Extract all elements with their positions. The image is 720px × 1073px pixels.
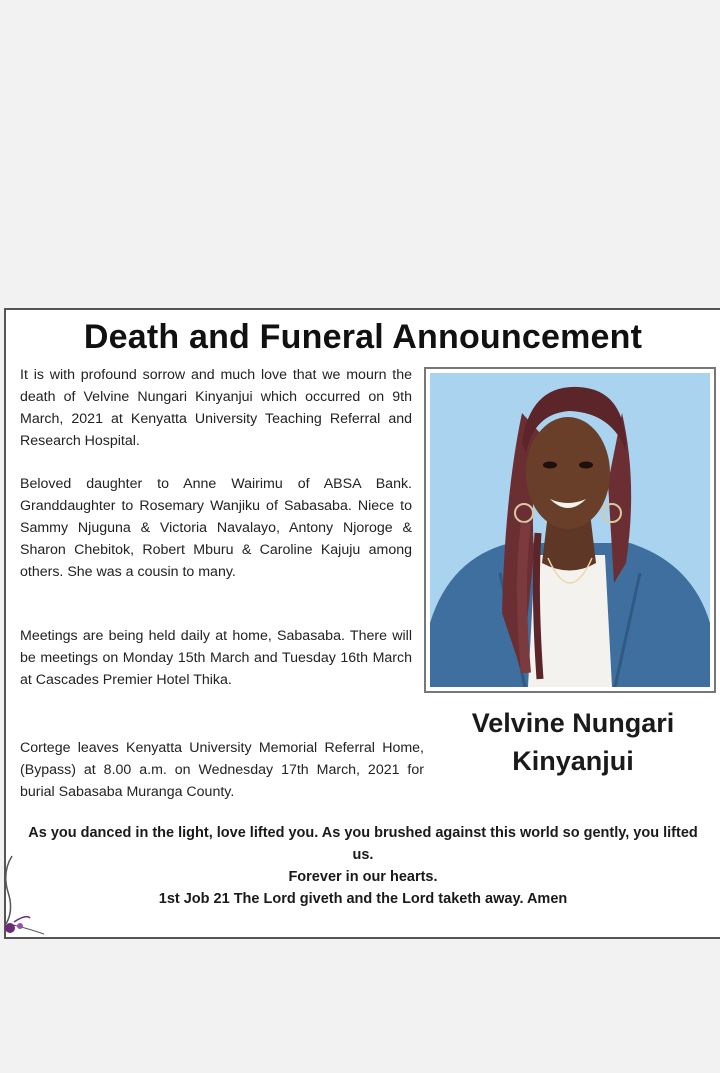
forever-line: Forever in our hearts. [288,869,438,885]
closing-tribute [16,822,710,910]
deceased-name-line2: Kinyanjui [512,746,634,776]
tribute-line: As you danced in the light, love lifted you. As you brushed against this world so gently, you lifted us. [28,825,698,863]
deceased-name-line1: Velvine Nungari [471,708,675,738]
intro-paragraph: It is with profound sorrow and much love that we mourn the death of Velvine Nungari Kinyanjui which occurred on 9th March, 2021 at Kenyatta University Teaching Referral and Research Hospital. [20,367,412,449]
family-paragraph: Beloved daughter to Anne Wairimu of ABSA Bank. Granddaughter to Rosemary Wanjiku of Sabasaba. Niece to Sammy Njuguna & Victoria Navalayo, Antony Njoroge & Sharon Chebitok, Robert Mburu & Caroline Kajuju among others. She was a cousin to many. [20,476,412,580]
deceased-name [428,704,718,780]
announcement-title: Death and Funeral Announcement [83,318,643,356]
meetings-paragraph: Meetings are being held daily at home, Sabasaba. There will be meetings on Monday 15th March and Tuesday 16th March at Cascades Premier Hotel Thika. [20,628,412,688]
scripture-line: 1st Job 21 The Lord giveth and the Lord taketh away. Amen [158,891,568,907]
portrait-photo [430,373,710,687]
portrait-frame [424,367,716,693]
cortege-paragraph: Cortege leaves Kenyatta University Memorial Referral Home, (Bypass) at 8.00 a.m. on Wednesday 17th March, 2021 for burial Sabasaba Muranga County. [20,740,424,800]
floral-flourish-icon [0,852,60,942]
funeral-announcement [4,308,720,939]
